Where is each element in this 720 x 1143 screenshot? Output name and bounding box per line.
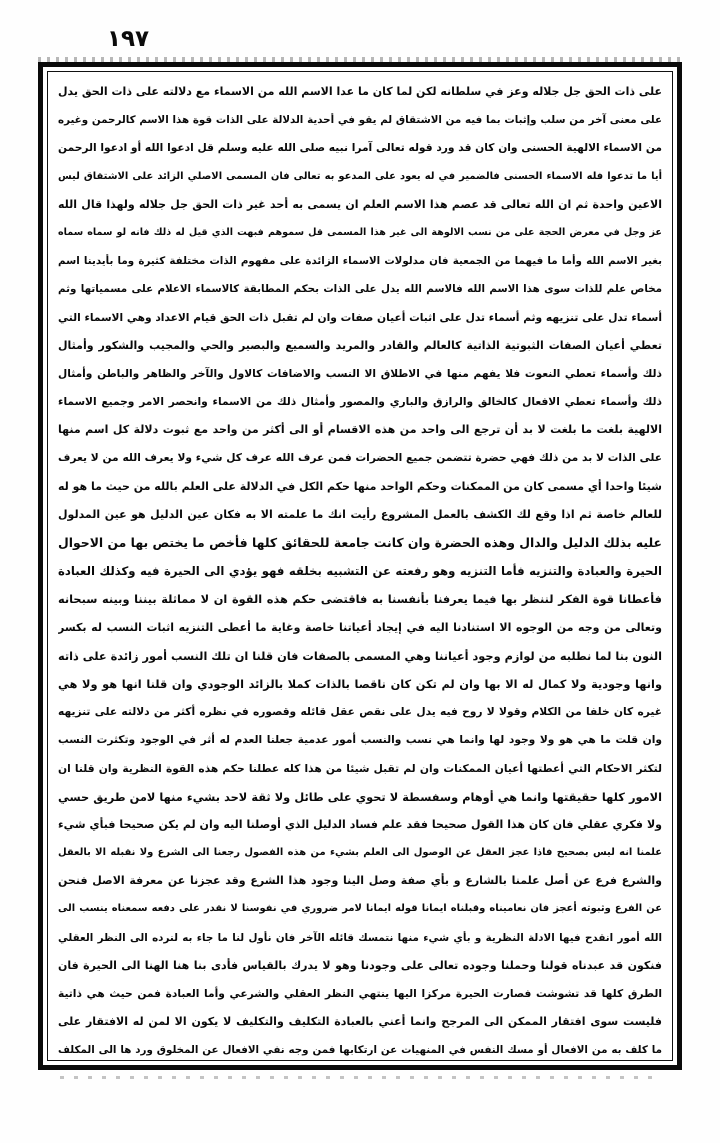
text-line [58,811,662,839]
text-line-content: فنكون قد عبدناه قولنا وحملنا وجوده تعالى على وجودنا وهو لا يدرك بالقياس فأدى بنا هنا الهنا الى الحيرة فان [58,958,662,972]
text-line [58,444,662,472]
text-line [58,332,662,360]
text-line [58,473,662,501]
text-line-content: وان قلت ما هي هو ولا وجود لها وانما هي نسب والنسب أمور عدمية جعلنا العدم له أثر في الوجود وتكثرت النسب [58,733,662,747]
text-line [58,980,662,1008]
text-line-content: عز وجل في معرض الحجة على من نسب الالوهة الى غير هذا المسمى قل سموهم فبهت الذي قيل له ذلك فانه لو سماه سماه [58,226,662,238]
body-text-block [58,78,662,1056]
text-line [58,1008,662,1036]
text-line-content: تعطي أعيان الصفات الثبوتية الذاتية كالعالم والقادر والمريد والسميع والبصير والحي والمجيب والشكور وأمثال [58,338,662,352]
page-border-inner [47,71,673,1061]
text-line-content: علمنا انه ليس بصحيح فاذا عجز العقل عن الوصول الى العلم بشيء من هذه الفصول رجعنا الى الشرع ولا نقبله الا بالعقل [58,847,662,859]
folio-number: ١٩٧ [106,26,150,52]
text-line-content: الحيرة والعبادة والتنزيه فأما التنزيه وهو رفعته عن التشبيه بخلقه فهو يؤدي الى الحيرة فيه وكذلك العبادة [58,564,662,579]
text-line-content: النون بنا لما نطلبه من لوازم وجود أعياننا وهي المسمى بالصفات فان قلنا ان تلك النسب أمور زائدة على ذاته [58,648,662,663]
text-line-content: الالهية بلغت ما بلغت لا بد أن ترجع الى واحد من هذه الاقسام أو الى أكثر من واحد مع ثبوت دلالة كل اسم منها [58,423,662,437]
text-line [58,219,662,247]
text-line-content: وتعالى من وجه من الوجوه الا استنادنا اليه في إيجاد أعياتنا خاصة وغاية ما أعطى التنزيه اثبات النسب له بكسر [58,620,662,634]
text-line-content: فأعطانا قوة الفكر لننظر بها فيما يعرفنا بأنفسنا به فاقتضى حكم هذه القوة ان لا مماثلة بيننا وبينه سبحانه [58,592,662,607]
text-line-content: عن الفرع وثبوته أعجز فان نعاميناه وقبلناه ايمانا قوله ايمانا لامر ضروري في نفوسنا لا نقدر على دفعه سمعناه ينسب الى [58,903,662,915]
text-line [58,529,662,557]
text-line [58,839,662,867]
text-line-content: الله أمور انقدح فيها الادلة النظرية و بأي شيء منها نتمسك قائله الآخر فان نأول لنا ما جاء به لنرده الى النظر العقلي [58,931,662,944]
text-line [58,360,662,388]
text-line-content: مخاص علم للذات سوى هذا الاسم الله فالاسم الله يدل على الذات بحكم المطابقة كالاسماء الاعلام على مسمياتها وثم [58,283,662,296]
text-line-content: بغير الاسم الله وأما ما فيهما من الجمعية فان مدلولات الاسماء الزائدة على مفهوم الذات مختلفة كثيرة وما بأيدينا اسم [58,255,662,268]
text-line-content: ذلك وأسماء تعطي الافعال كالخالق والرازق والباري والمصور وأمثال ذلك من الاسماء وانحصر الامر وجميع الاسماء [58,395,662,409]
text-line-content: ولا فكري عقلي فان كان هذا القول صحيحا فقد علم فساد الدليل الذي أوصلنا اليه وان لم يكن صحيحا فبأي شيء [58,817,662,831]
text-line [58,670,662,698]
text-line-content: على الذات لا بد من ذلك فهي حضرة تتضمن جميع الحضرات فمن عرف الله عرف كل شيء ولا يعرف الله من لا يعرف [58,451,662,465]
text-line [58,191,662,219]
text-line [58,134,662,162]
text-line-content: ما كلف به من الافعال أو مسك النفس في المنهيات عن ارتكابها فمن وجه نفي الافعال عن المخلوق ورد ها الى المكلف [58,1044,662,1057]
page-border-outer [38,62,682,1070]
text-line-content: لتكثر الاحكام التي أعطتها أعيان الممكنات وان لم تقبل شيئا من هذا كله عطلنا حكم هذه القوة النظرية وان قلنا ان [58,761,662,775]
text-line [58,304,662,332]
text-line [58,585,662,613]
text-line [58,755,662,783]
text-line [58,501,662,529]
text-line [58,163,662,191]
text-line-content: للعالم خاصة ثم اذا وقع لك الكشف بالعمل المشروع رأيت انك ما علمته الا به فكان عين الدليل هو عين المدلول [58,507,662,521]
text-line [58,783,662,811]
text-line-content: وانها وجودية ولا كمال له الا بها وان لم تكن كان ناقصا بالذات كملا بالزائد الوجودي وان قلنا انها هو ولا هي [58,676,662,691]
text-line [58,78,662,106]
text-line-content: الطرق كلها قد تشوشت فصارت الحيرة مركزا اليها ينتهي النظر العقلي والشرعي وأما العبادة فمن حيث هي ذاتية [58,987,662,1000]
text-line-content: الامور كلها حقيقتها وانما هي أوهام وسفسطة لا تحوي على طائل ولا ثقة لاحد بشيء منها لامن طريق حسي [58,789,662,804]
text-line [58,388,662,416]
text-line [58,557,662,585]
text-line-content: على ذات الحق جل جلاله وعز في سلطانه لكن لما كان ما عدا الاسم الله من الاسماء مع دلالته على ذات الحق يدل [58,85,662,98]
text-line-content: أسماء تدل على تنزيهه وثم أسماء تدل على اثبات أعيان صفات وان لم تقبل ذات الحق قيام الاعداد وهي الاسماء التي [58,310,662,324]
text-line-content: فليست سوى افتقار الممكن الى المرجح وانما أعني بالعبادة التكليف والتكليف لا يكون الا لمن له الافتقار على [58,1015,662,1029]
text-line-content: ذلك وأسماء تعطي النعوت فلا يفهم منها في الاطلاق الا النسب والاضافات كالاول والآخر والظاهر والباطن وأمثال [58,366,662,380]
text-line [58,1036,662,1061]
text-line [58,952,662,980]
text-line [58,867,662,895]
text-line-content: غيره كان خلفا من الكلام وقولا لا روح فيه يدل على نقص عقل قائله وقصوره في نظره أكثر من دلالته على تنزيهه [58,705,662,719]
text-line [58,642,662,670]
text-line [58,416,662,444]
text-line [58,698,662,726]
text-line [58,275,662,303]
scan-artifact-bottom-rule [60,1076,660,1079]
text-line-content: أيا ما تدعوا فله الاسماء الحسنى فالضمير في له يعود على المدعو به تعالى فان المسمى الاصلي الزائد على الاشتقاق ليس [58,170,662,182]
text-line-content: الاعين واحدة ثم ان الله تعالى قد عصم هذا الاسم العلم ان يسمى به أحد غير ذات الحق جل جلاله ولهذا قال الله [58,197,662,211]
text-line [58,924,662,952]
text-line-content: على معنى آخر من سلب وإثبات بما فيه من الاشتقاق لم يقو في أحدية الدلالة على الذات قوة هذا الاسم كالرحمن وغيره [58,114,662,127]
text-line [58,726,662,754]
text-line-content: شيئا واحدا أي مسمى كان من الممكنات وحكم الواحد منها حكم الكل في الدلالة على العلم بالله من حيث ما هو له [58,479,662,493]
text-line-content: والشرع فرع عن أصل علمنا بالشارع و بأي صفة وصل الينا وجود هذا الشرع وقد عجزنا عن معرفة الاصل فنحن [58,874,662,888]
text-line [58,895,662,923]
text-line [58,247,662,275]
text-line-content: من الاسماء الالهية الحسنى وان كان قد ورد قوله تعالى آمرا نبيه صلى الله عليه وسلم قل ادعوا الله أو ادعوا الرحمن [58,141,662,155]
text-line [58,614,662,642]
text-line-content: عليه بذلك الدليل والدال وهذه الحضرة وان كانت جامعة للحقائق كلها فأخص ما يختص بها من الاحوال [58,535,662,550]
text-line [58,106,662,134]
